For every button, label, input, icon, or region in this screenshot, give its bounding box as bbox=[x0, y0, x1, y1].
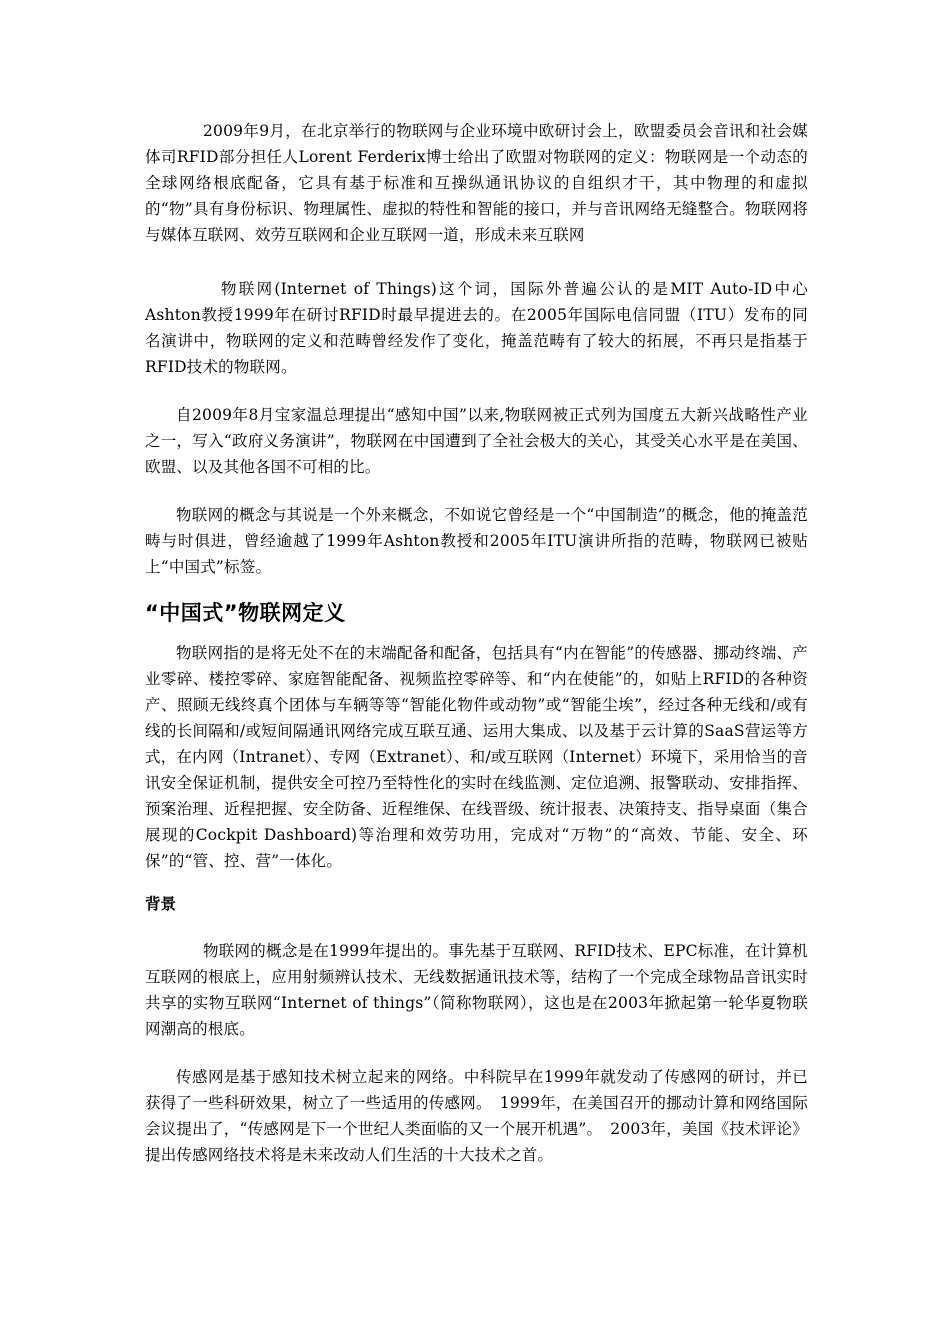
intro-paragraph-eu-definition: 2009年9月，在北京举行的物联网与企业环境中欧研讨会上，欧盟委员会音讯和社会媒体司RFID部分担任人Lorent Ferderix博士给出了欧盟对物联网的定义：物联网是一个动态的全球网络根底配备，它具有基于标准和互操纵通讯协议的自组织才干，其中物理的和虚拟的“物”具有身份标识、物理属性、虚拟的特性和智能的接口，并与音讯网络无缝整合。物联网将与媒体互联网、效劳互联网和企业互联网一道，形成未来互联网 bbox=[145, 122, 808, 244]
intro-paragraph-made-in-china: 物联网的概念与其说是一个外来概念，不如说它曾经是一个“中国制造”的概念，他的掩盖范畴与时俱进，曾经逾越了1999年Ashton教授和2005年ITU演讲所指的范畴，物联网已被贴上“中国式”标签。 bbox=[145, 506, 808, 576]
document-page bbox=[145, 118, 808, 1168]
background-paragraph-concept: 物联网的概念是在1999年提出的。事先基于互联网、RFID技术、EPC标准，在计算机互联网的根底上，应用射频辨认技术、无线数据通讯技术等，结构了一个完成全球物品音讯实时共享的实物互联网“Internet of things”（简称物联网），这也是在2003年掀起第一轮华夏物联网潮高的根底。 bbox=[145, 942, 808, 1038]
subsection-title: 背景 bbox=[145, 895, 177, 913]
intro-paragraph-sensing-china: 自2009年8月宝家温总理提出“感知中国”以来,物联网被正式列为国度五大新兴战略性产业之一，写入“政府义务演讲”，物联网在中国遭到了全社会极大的关心，其受关心水平是在美国、欧盟、以及其他各国不可相的比。 bbox=[145, 406, 808, 476]
section-paragraph-definition: 物联网指的是将无处不在的末端配备和配备，包括具有“内在智能”的传感器、挪动终端、产业零碎、楼控零碎、家庭智能配备、视频监控零碎等、和“内在使能”的，如贴上RFID的各种资产、照顾无线终真个团体与车辆等等“智能化物件或动物”或“智能尘埃”，经过各种无线和/或有线的长间隔和/或短间隔通讯网络完成互联互通、运用大集成、以及基于云计算的SaaS营运等方式，在内网（Intranet）、专网（Extranet）、和/或互联网（Internet）环境下，采用恰当的音讯安全保证机制，提供安全可控乃至特性化的实时在线监测、定位追溯、报警联动、安排指挥、预案治理、近程把握、安全防备、近程维保、在线晋级、统计报表、决策持支、指导桌面（集合展现的Cockpit Dashboard)等治理和效劳功用，完成对“万物”的“高效、节能、安全、环保”的“管、控、营”一体化。 bbox=[145, 644, 808, 870]
intro-paragraph-iot-term: 物联网(Internet of Things)这个词，国际外普遍公认的是MIT Auto-ID中心Ashton教授1999年在研讨RFID时最早提进去的。在2005年国际电信同盟（ITU）发布的同名演讲中，物联网的定义和范畴曾经发作了变化，掩盖范畴有了较大的拓展，不再只是指基于RFID技术的物联网。 bbox=[145, 280, 808, 376]
section-title: “中国式”物联网定义 bbox=[145, 601, 346, 625]
background-paragraph-sensor-network: 传感网是基于感知技术树立起来的网络。中科院早在1999年就发动了传感网的研讨，并已获得了一些科研效果，树立了一些适用的传感网。 1999年，在美国召开的挪动计算和网络国际会议提出了，“传感网是下一个世纪人类面临的又一个展开机遇”。 2003年，美国《技术评论》提出传感网络技术将是未来改动人们生活的十大技术之首。 bbox=[145, 1068, 808, 1164]
